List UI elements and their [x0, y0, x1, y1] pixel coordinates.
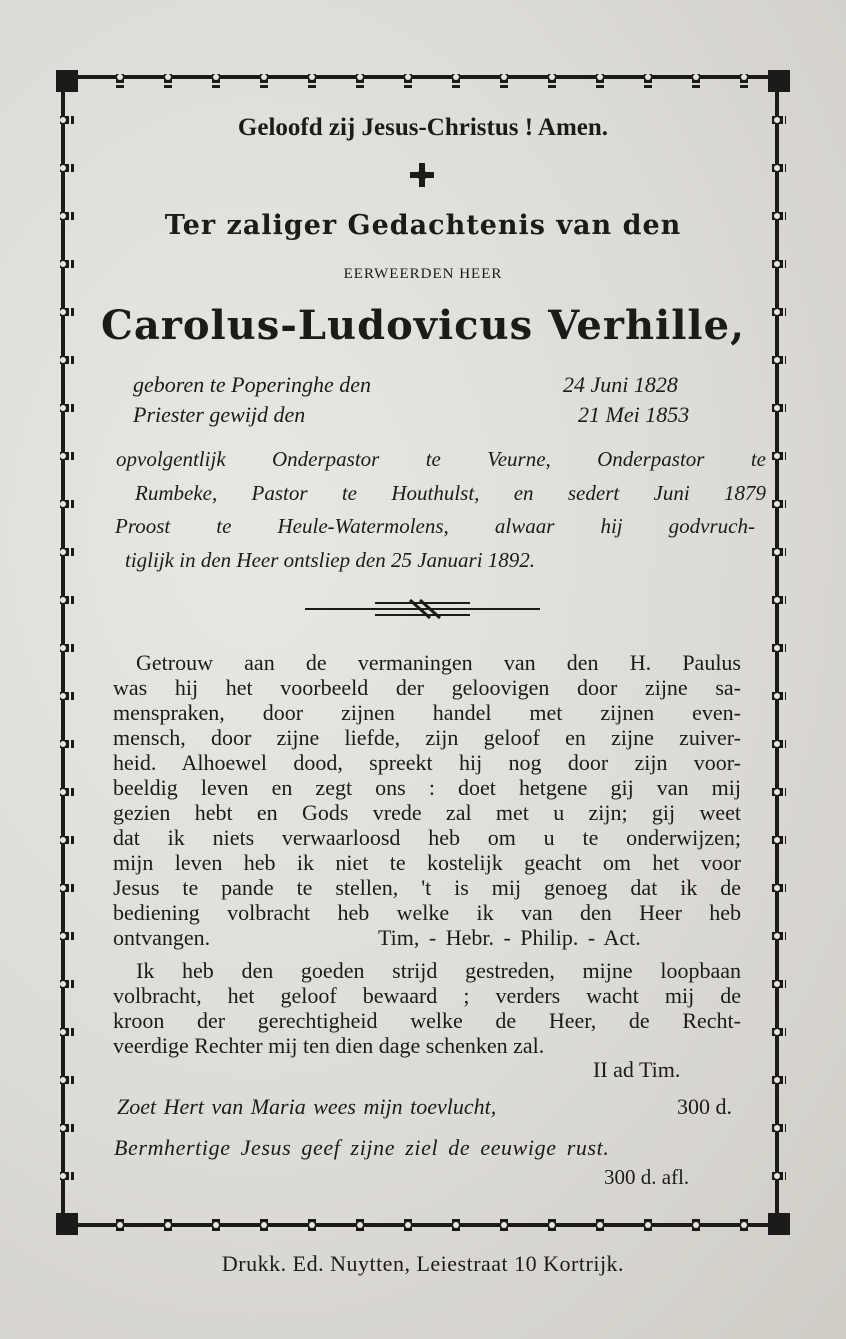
divider-ornament	[305, 600, 540, 618]
born-label: geboren te Poperinghe den	[133, 372, 372, 397]
indulgence: 300 d. afl.	[604, 1165, 690, 1189]
paragraph-line: veerdige Rechter mij ten dien dage schenken zal.	[113, 1033, 545, 1058]
career-line: Proost te Heule-Watermolens, alwaar hij godvruch-	[115, 514, 755, 538]
prayer-text: Bermhertige Jesus geef zijne ziel de eeuwige rust.	[114, 1135, 610, 1160]
printer-imprint: Drukk. Ed. Nuytten, Leiestraat 10 Kortrijk.	[221, 1251, 625, 1276]
paragraph-line: kroon der gerechtigheid welke de Heer, de Recht-	[113, 1008, 741, 1033]
paragraph-line: dat ik niets verwaarloosd heb om u te onderwijzen;	[113, 825, 741, 850]
born-date: 24 Juni 1828	[563, 372, 678, 397]
career-line: tiglijk in den Heer ontsliep den 25 Januari 1892.	[125, 548, 536, 572]
paragraph-line: mensch, door zijne liefde, zijn geloof en zijne zuiver-	[113, 725, 741, 750]
paragraph-line: was hij het voorbeeld der geloovigen door zijne sa-	[113, 675, 741, 700]
paragraph-line: gezien hebt en Gods vrede zal met u zijn; gij weet	[113, 800, 741, 825]
title-rank: EERWEERDEN HEER	[343, 266, 503, 282]
paragraph-line: Ik heb den goeden strijd gestreden, mijne loopbaan	[136, 958, 741, 983]
paragraph-line-end: ontvangen.	[113, 925, 211, 950]
deceased-name: Carolus-Ludovicus Verhille,	[100, 302, 745, 349]
priest-date: 21 Mei 1853	[578, 402, 690, 427]
paragraph-line: Getrouw aan de vermaningen van den H. Paulus	[136, 650, 741, 675]
paragraph-line: mijn leven heb ik niet te kostelijk geacht om het voor	[113, 850, 741, 875]
career-line: Rumbeke, Pastor te Houthulst, en sedert Juni 1879	[135, 481, 766, 505]
scripture-reference: II ad Tim.	[593, 1057, 681, 1082]
prayer-text: Zoet Hert van Maria wees mijn toevlucht,	[117, 1094, 497, 1119]
career-line: opvolgentlijk Onderpastor te Veurne, Onderpastor te	[116, 447, 766, 471]
paragraph-line: heid. Alhoewel dood, spreekt hij nog door zijn voor-	[113, 750, 741, 775]
priest-label: Priester gewijd den	[133, 402, 306, 427]
invocation: Geloofd zij Jesus-Christus ! Amen.	[237, 114, 609, 141]
paragraph-line: Jesus te pande te stellen, 't is mij genoeg dat ik de	[113, 875, 741, 900]
paragraph-line: beeldig leven en zegt ons : doet hetgene gij van mij	[113, 775, 741, 800]
cross-icon	[410, 163, 434, 187]
paragraph-line: bediening volbracht heb welke ik van den Heer heb	[113, 900, 741, 925]
memorial-heading: Ter zaliger Gedachtenis van den	[164, 210, 682, 241]
scripture-reference: Tim, - Hebr. - Philip. - Act.	[378, 925, 641, 950]
paragraph-line: volbracht, het geloof bewaard ; verders wacht mij de	[113, 983, 741, 1008]
indulgence: 300 d.	[677, 1094, 732, 1119]
paragraph-line: menspraken, door zijnen handel met zijnen even-	[113, 700, 741, 725]
